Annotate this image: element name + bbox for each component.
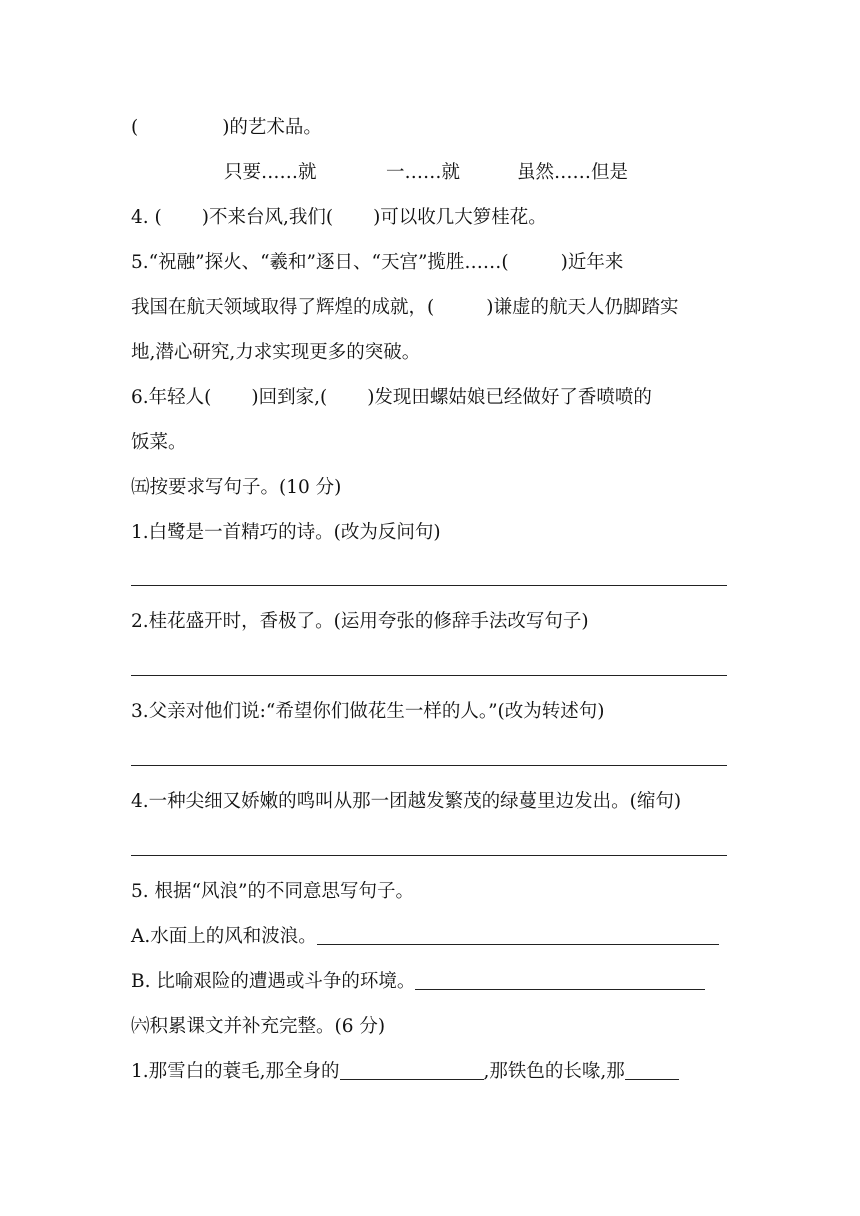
section-5-heading: ㈤按要求写句子。(10 分) [131, 477, 342, 498]
section-5-item-2: 2.桂花盛开时，香极了。(运用夸张的修辞手法改写句子) [131, 611, 589, 632]
q4-text-a: 4. ( [131, 207, 162, 228]
answer-line[interactable] [131, 585, 727, 586]
item-1a-text: 1.那雪白的蓑毛,那全身的 [131, 1061, 340, 1082]
paren-open: ( [131, 117, 139, 138]
option-1: 只要……就 [224, 162, 317, 183]
q6-text-c: )发现田螺姑娘已经做好了香喷喷的 [367, 387, 652, 408]
answer-line[interactable] [340, 1061, 484, 1080]
answer-line[interactable] [131, 675, 727, 676]
question-6-line-1 [131, 386, 731, 410]
question-5-line-2 [131, 296, 731, 320]
answer-line[interactable] [415, 971, 705, 990]
question-4 [131, 206, 731, 230]
answer-line[interactable] [625, 1061, 679, 1080]
section-5-item-3: 3.父亲对他们说:“希望你们做花生一样的人。”(改为转述句) [131, 701, 605, 722]
section-5-item-4: 4.一种尖细又娇嫩的鸣叫从那一团越发繁茂的绿蔓里边发出。(缩句) [131, 791, 682, 812]
q4-text-c: )可以收几大箩桂花。 [373, 207, 547, 228]
answer-line[interactable] [131, 765, 727, 766]
item-5b-text: B. 比喻艰险的遭遇或斗争的环境。 [131, 971, 416, 992]
answer-line[interactable] [317, 926, 719, 945]
continuation-text: )的艺术品。 [222, 117, 322, 138]
q5-text-a: 5.“祝融”探火、“羲和”逐日、“天宫”揽胜……( [131, 252, 509, 273]
option-3: 虽然……但是 [517, 162, 629, 183]
section-5-item-5: 5. 根据“风浪”的不同意思写句子。 [131, 881, 414, 902]
q4-text-b: )不来台风,我们( [201, 207, 334, 228]
question-5-line-3: 地,潜心研究,力求实现更多的突破。 [131, 342, 421, 363]
q5-text-d: )谦虚的航天人仍脚踏实 [486, 297, 679, 318]
q6-text-b: )回到家,( [251, 387, 328, 408]
q6-text-a: 6.年轻人( [131, 387, 212, 408]
q5-text-c: 我国在航天领域取得了辉煌的成就，( [131, 297, 435, 318]
continuation-line [131, 116, 731, 140]
section-5-item-1: 1.白鹭是一首精巧的诗。(改为反问句) [131, 522, 441, 543]
answer-line[interactable] [131, 855, 727, 856]
section-5-item-5b [131, 970, 731, 994]
q5-text-b: )近年来 [560, 252, 624, 273]
item-1b-text: ,那铁色的长喙,那 [483, 1061, 625, 1082]
item-5a-text: A.水面上的风和波浪。 [131, 926, 317, 947]
question-5-line-1 [131, 251, 731, 275]
option-2: 一……就 [386, 162, 461, 183]
section-6-heading: ㈥积累课文并补充完整。(6 分) [131, 1016, 386, 1037]
section-6-item-1 [131, 1060, 731, 1084]
section-5-item-5a [131, 925, 731, 949]
question-6-line-2: 饭菜。 [131, 432, 187, 453]
